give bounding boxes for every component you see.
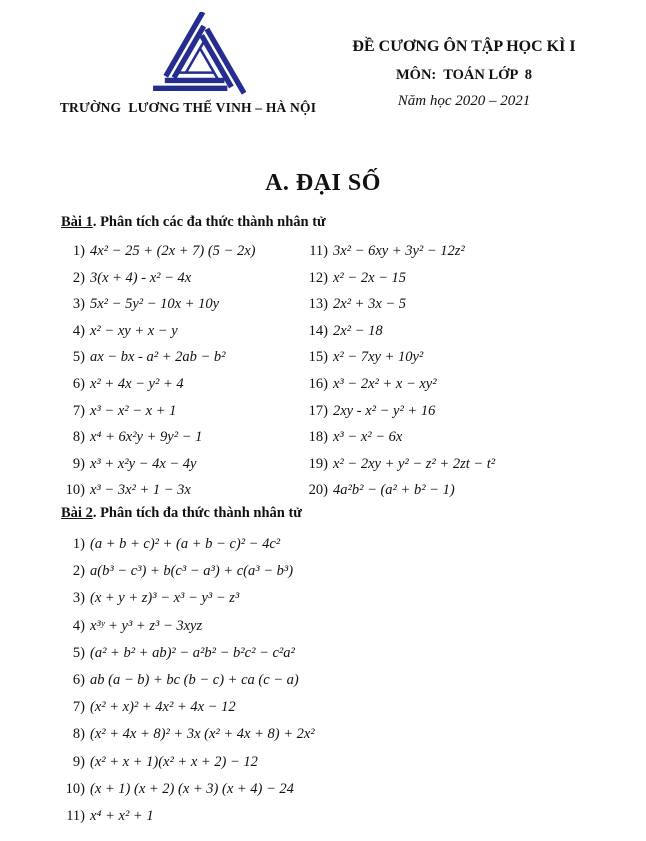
bai2-heading-text: . Phân tích đa thức thành nhân tử	[92, 505, 303, 521]
bai2-item-9: 9) (x² + x + 1)(x² + x + 2) − 12	[72, 753, 258, 770]
bai1-item-9: 9) x³ + x²y − 4x − 4y	[72, 455, 197, 472]
bai1-item-6: 6) x² + 4x − y² + 4	[72, 375, 184, 392]
triangle-stripes-icon	[146, 12, 254, 100]
bai1-heading	[61, 214, 326, 231]
bai1-item-1: 1) 4x² − 25 + (2x + 7) (5 − 2x)	[72, 243, 256, 259]
bai1-item-15: 15) x² − 7xy + 10y²	[308, 349, 424, 366]
subject-line: MÔN: TOÁN LỚP 8	[395, 67, 532, 83]
bai1-items	[61, 238, 606, 504]
bai1-item-20: 20) 4a²b² − (a² + b² − 1)	[308, 482, 455, 499]
bai1-label: Bài 1	[61, 214, 93, 230]
bai1-heading-text: . Phân tích các đa thức thành nhân tử	[92, 214, 326, 230]
bai2-item-6: 6) ab (a − b) + bc (b − c) + ca (c − a)	[72, 671, 299, 688]
section-title: A. ĐẠI SỐ	[265, 170, 381, 196]
school-year-line: Năm học 2020 – 2021	[397, 93, 531, 109]
bai1-item-2: 2) 3(x + 4) - x² − 4x	[72, 269, 192, 286]
bai1-item-14: 14) 2x² − 18	[308, 322, 383, 339]
bai2-item-4: 4) x³ʸ + y³ + z³ − 3xyz	[72, 617, 203, 634]
bai2-item-11: 11) x⁴ + x² + 1	[66, 807, 154, 824]
bai2-item-10: 10) (x + 1) (x + 2) (x + 3) (x + 4) − 24	[65, 780, 294, 797]
bai2-item-2: 2) a(b³ − c³) + b(c³ − a³) + c(a³ − b³)	[72, 563, 294, 580]
bai2-item-5: 5) (a² + b² + ab)² − a²b² − b²c² − c²a²	[72, 644, 295, 661]
bai1-item-8: 8) x⁴ + 6x²y + 9y² − 1	[72, 429, 203, 446]
header-right-block	[328, 38, 600, 110]
bai1-item-3: 3) 5x² − 5y² − 10x + 10y	[72, 296, 220, 313]
school-logo	[146, 12, 254, 100]
bai2-heading	[61, 505, 302, 522]
bai2-item-8: 8) (x² + 4x + 8)² + 3x (x² + 4x + 8) + 2x²	[72, 726, 315, 743]
bai1-item-10: 10) x³ − 3x² + 1 − 3x	[65, 482, 191, 499]
school-name: TRƯỜNG LƯƠNG THẾ VINH – HÀ NỘI	[59, 100, 317, 115]
bai2-items	[61, 531, 606, 830]
bai1-item-17: 17) 2xy - x² − y² + 16	[308, 402, 436, 419]
bai2-label: Bài 2	[61, 505, 93, 521]
bai2-item-3: 3) (x + y + z)³ − x³ − y³ − z³	[72, 590, 240, 607]
bai1-item-13: 13) 2x² + 3x − 5	[308, 296, 407, 313]
doc-title: ĐỀ CƯƠNG ÔN TẬP HỌC KÌ I	[352, 38, 576, 55]
bai1-item-11: 11) 3x² − 6xy + 3y² − 12z²	[309, 243, 465, 259]
bai1-item-16: 16) x³ − 2x² + x − xy²	[308, 375, 437, 392]
bai1-item-19: 19) x² − 2xy + y² − z² + 2zt − t²	[308, 455, 496, 472]
bai1-item-12: 12) x² − 2x − 15	[308, 269, 407, 286]
bai1-item-5: 5) ax − bx - a² + 2ab − b²	[72, 349, 226, 366]
bai2-item-1: 1) (a + b + c)² + (a + b − c)² − 4c²	[72, 536, 281, 552]
bai1-item-7: 7) x³ − x² − x + 1	[72, 402, 177, 419]
bai1-item-18: 18) x³ − x² − 6x	[308, 429, 403, 446]
bai2-item-7: 7) (x² + x)² + 4x² + 4x − 12	[72, 699, 236, 716]
bai1-item-4: 4) x² − xy + x − y	[72, 322, 178, 339]
